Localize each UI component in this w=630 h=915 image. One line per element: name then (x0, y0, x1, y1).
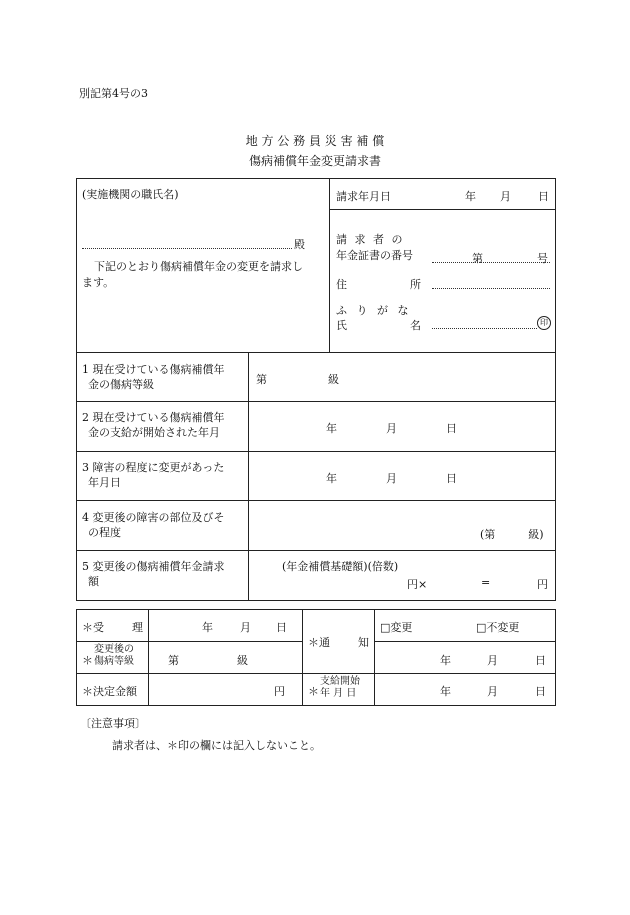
form-code: 別記第4号の3 (79, 87, 148, 100)
request-text-2: ます。 (82, 276, 115, 289)
request-text-1: 下記のとおり傷病補償年金の変更を請求し (94, 260, 303, 273)
claim-date-label: 請求年月日 (336, 190, 391, 203)
label-column-divider (248, 352, 249, 601)
notes-text: 請求者は、＊印の欄には記入しないこと。 (112, 739, 321, 752)
notes-heading: 〔注意事項〕 (80, 717, 146, 730)
addressee-line (82, 248, 292, 249)
r4-grade: (第 級) (480, 528, 544, 541)
name-line (432, 328, 537, 329)
title-line-1: 地 方 公 務 員 災 害 補 償 (245, 134, 385, 148)
cert-label-2: 年金証書の番号 (336, 249, 413, 262)
seal-mark: 印 (537, 316, 551, 330)
r5-heading: (年金補償基礎額)(倍数) (282, 560, 399, 573)
check-no-change[interactable]: □不変更 (476, 621, 520, 634)
title-line-2: 傷病補償年金変更請求書 (248, 154, 381, 168)
dono: 殿 (294, 238, 305, 251)
header-divider (329, 178, 330, 352)
cert-label-1: 請 求 者 の (336, 233, 405, 246)
cert-number-line (432, 262, 550, 263)
furigana-label: ふ り が な (336, 304, 412, 317)
org-label: (実施機関の職氏名) (82, 188, 179, 201)
check-change[interactable]: □変更 (380, 621, 413, 634)
address-line (432, 288, 550, 289)
